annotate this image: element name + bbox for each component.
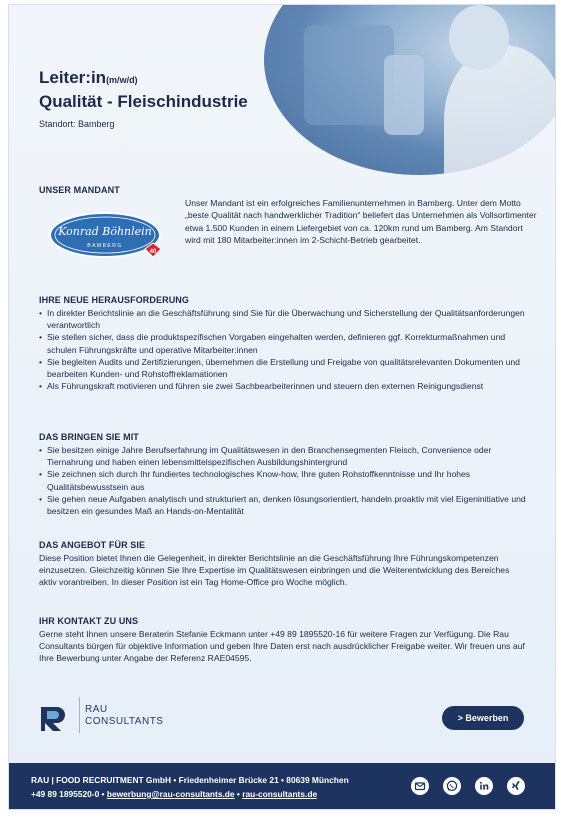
apply-button[interactable]: > Bewerben <box>442 706 524 730</box>
profile-list-wrap <box>39 444 529 517</box>
challenge-list <box>39 307 529 392</box>
job-title-line2: Qualität - Fleischindustrie <box>39 92 248 111</box>
job-title-main: Leiter:in <box>39 68 107 87</box>
offer-text: Diese Position bietet Ihnen die Gelegenheit, in direkter Berichtslinie an die Geschäftsführung Ihre Führungskompetenzen einzusetzen. Gleichzeitig können Sie Ihre Expertise im Qualitätswesen einbringen und die Weiterentwicklung des Bereiches aktiv vorantreiben. In dieser Position ist ein Tag Home-Office pro Woche möglich. <box>39 553 510 588</box>
job-title-suffix: (m/w/d) <box>106 75 138 85</box>
footer-contact-line <box>31 789 317 799</box>
hero-photo <box>264 4 556 175</box>
hero-photo-shape <box>304 25 394 125</box>
client-logo <box>49 211 165 261</box>
hero-photo-shape <box>444 45 556 175</box>
mandant-heading: UNSER MANDANT <box>39 185 120 195</box>
list-item: • Sie stellen sicher, dass die produktspezifischen Vorgaben eingehalten werden, definieren ggf. Korrekturmaßnahmen und schulen Führungskräfte und operative Mitarbeiter:innen <box>39 331 529 355</box>
rau-logo-mark-icon <box>39 703 69 733</box>
footer-separator: • <box>236 789 240 799</box>
linkedin-icon[interactable] <box>475 777 493 795</box>
footer-phone: +49 89 1895520-0 • <box>31 789 105 799</box>
hero-photo-shape <box>384 55 424 135</box>
contact-text: Gerne steht Ihnen unsere Beraterin Stefanie Eckmann unter +49 89 1895520-16 für weitere Fragen zur Verfügung. Die Rau Consultants bürgen für objektive Information und geben Ihre Daten erst nach ausdrücklicher Freigabe weiter. Wir freuen uns auf Ihre Bewerbung unter Angabe der Referenz RAE04595. <box>39 629 525 664</box>
job-location: Standort: Bamberg <box>39 119 115 129</box>
footer-website-link[interactable]: rau-consultants.de <box>242 789 318 799</box>
logo-divider <box>79 697 80 733</box>
challenge-heading: IHRE NEUE HERAUSFORDERUNG <box>39 295 190 305</box>
job-title <box>39 67 248 113</box>
mail-icon[interactable] <box>411 777 429 795</box>
rau-logo-name-2: CONSULTANTS <box>85 716 164 727</box>
hero-photo-shape <box>449 5 509 70</box>
footer <box>9 763 555 809</box>
list-item: • Sie begleiten Audits und Zertifizierungen, übernehmen die Erstellung und Freigabe von qualitätsrelevanten Dokumenten und bearbeiten Kunden- und Rohstoffreklamationen <box>39 356 529 380</box>
footer-address: RAU | FOOD RECRUITMENT GmbH • Friedenheimer Brücke 21 • 80639 München <box>31 775 349 785</box>
profile-list <box>39 444 529 517</box>
list-item: • Sie gehen neue Aufgaben analytisch und strukturiert an, denken lösungsorientiert, handeln proaktiv mit viel Eigeninitiative und besitzen ein gesundes Maß an Hands-on-Mentalität <box>39 493 529 517</box>
whatsapp-icon[interactable] <box>443 777 461 795</box>
job-ad-page <box>8 4 556 810</box>
mandant-text: Unser Mandant ist ein erfolgreiches Familienunternehmen in Bamberg. Unter dem Motto „beste Qualität nach handwerklicher Tradition“ beliefert das Unternehmen als Vollsortimenter etwa 1.500 Kunden in einem Liefergebiet von ca. 120km rund um Bamberg. Am Standort wird mit 180 Mitarbeiter:innen im 2-Schicht-Betrieb gearbeitet. <box>185 198 537 246</box>
footer-email-link[interactable]: bewerbung@rau-consultants.de <box>106 789 235 799</box>
rau-logo-name-1: RAU <box>85 704 108 715</box>
client-logo-name: Konrad Böhnlein <box>58 225 152 238</box>
contact-heading: IHR KONTAKT ZU UNS <box>39 616 139 626</box>
offer-heading: DAS ANGEBOT FÜR SIE <box>39 540 146 550</box>
list-item: • Sie besitzen einige Jahre Berufserfahrung im Qualitätswesen in den Branchensegmenten Fleisch, Convenience oder Tiernahrung und haben einen lebensmittelspezifischen Ausbildungshintergrund <box>39 444 529 468</box>
profile-heading: DAS BRINGEN SIE MIT <box>39 432 139 442</box>
client-logo-badge: 40 <box>149 249 157 255</box>
xing-icon[interactable] <box>507 777 525 795</box>
list-item: • Sie zeichnen sich durch Ihr fundiertes technologisches Know-how, Ihre guten Rohstoffkenntnisse und Ihr hohes Qualitätsbewusstsein aus <box>39 468 529 492</box>
client-logo-sub: BAMBERG <box>87 243 123 249</box>
list-item: • Als Führungskraft motivieren und führen sie zwei Sachbearbeiterinnen und steuern den externen Reinigungsdienst <box>39 380 529 392</box>
challenge-list-wrap <box>39 307 529 392</box>
rau-consultants-logo <box>39 695 179 735</box>
list-item: • In direkter Berichtslinie an die Geschäftsführung sind Sie für die Überwachung und Sicherstellung der Qualitätsanforderungen verantwortlich <box>39 307 529 331</box>
